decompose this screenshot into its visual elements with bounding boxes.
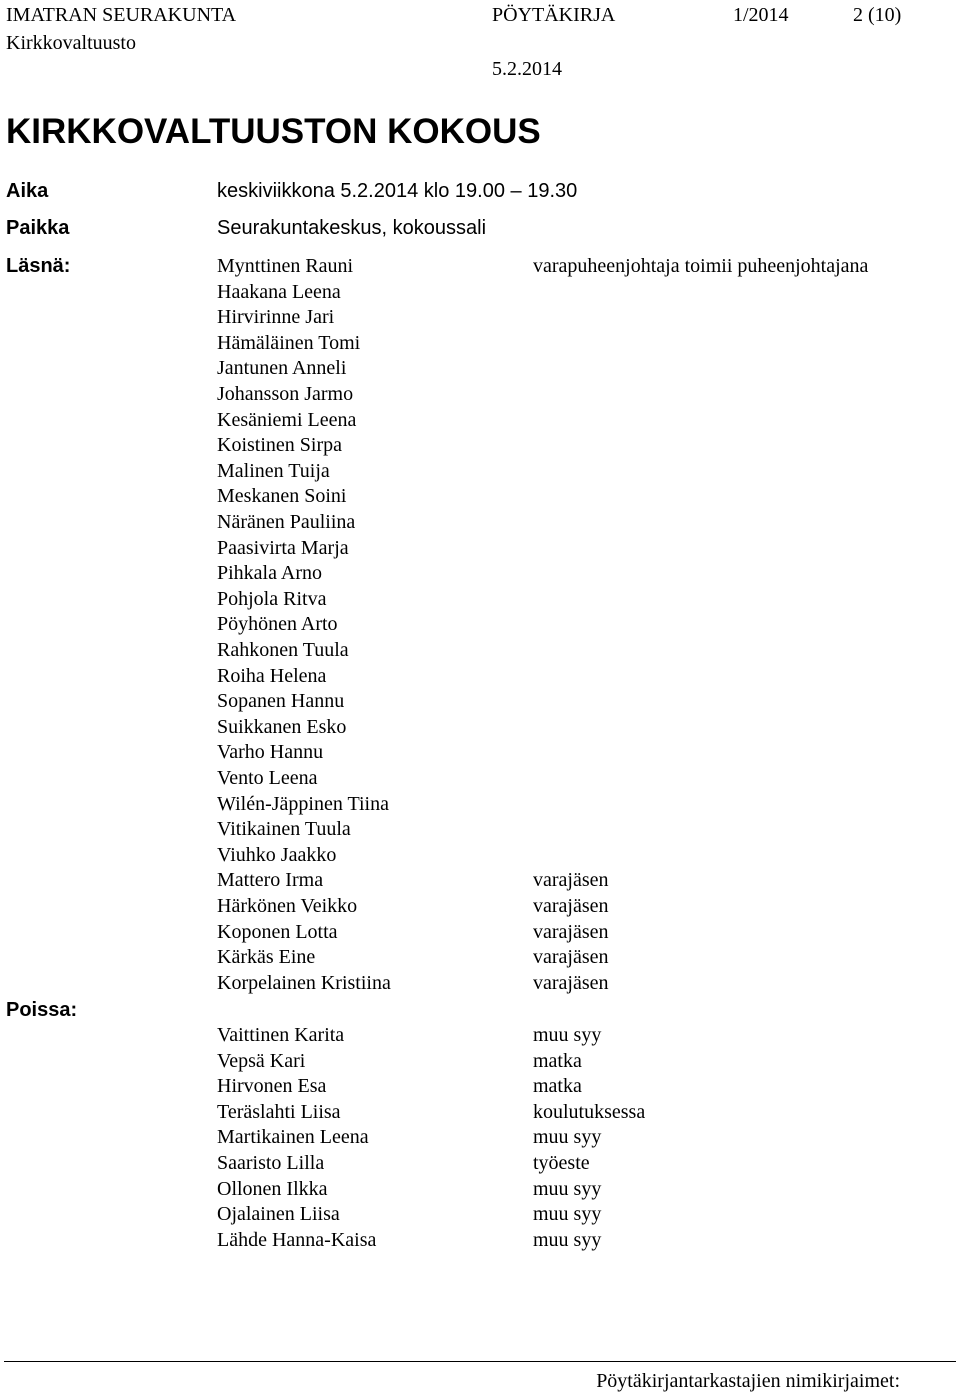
member-name: Haakana Leena xyxy=(217,280,341,303)
member-name: Rahkonen Tuula xyxy=(217,639,349,661)
member-name: Mynttinen Rauni xyxy=(217,255,354,277)
member-name: Teräslahti Liisa xyxy=(217,1100,341,1123)
member-name: Korpelainen Kristiina xyxy=(217,971,391,994)
member-name: Saaristo Lilla xyxy=(217,1152,325,1174)
member-name: Vitikainen Tuula xyxy=(217,818,351,841)
member-name: Pöyhönen Arto xyxy=(217,613,338,636)
member-name: Vento Leena xyxy=(217,767,318,789)
present-label: Läsnä: xyxy=(6,255,71,277)
member-name: Vaittinen Karita xyxy=(217,1024,345,1046)
member-name: Hämäläinen Tomi xyxy=(217,331,361,354)
member-note: muu syy xyxy=(533,1228,602,1251)
member-name: Näränen Pauliina xyxy=(217,511,356,533)
member-name: Sopanen Hannu xyxy=(217,690,345,713)
member-name: Härkönen Veikko xyxy=(217,895,358,917)
member-name: Meskanen Soini xyxy=(217,485,347,508)
signature-label: Pöytäkirjantarkastajien nimikirjaimet: xyxy=(596,1370,900,1392)
member-name: Viuhko Jaakko xyxy=(217,843,337,866)
footer-divider xyxy=(4,1361,956,1362)
member-name: Paasivirta Marja xyxy=(217,536,349,559)
member-name: Koistinen Sirpa xyxy=(217,434,342,457)
member-name: Johansson Jarmo xyxy=(217,383,354,405)
member-name: Roiha Helena xyxy=(217,664,327,687)
aika-value: keskiviikkona 5.2.2014 klo 19.00 – 19.30 xyxy=(217,180,578,202)
member-name: Malinen Tuija xyxy=(217,459,330,482)
header-org: IMATRAN SEURAKUNTA xyxy=(6,4,237,26)
member-name: Hirvirinne Jari xyxy=(217,306,335,329)
member-name: Varho Hannu xyxy=(217,741,324,764)
member-name: Wilén-Jäppinen Tiina xyxy=(217,792,389,815)
header-page-number: 2 (10) xyxy=(853,4,902,26)
member-name: Suikkanen Esko xyxy=(217,715,347,738)
member-note: varapuheenjohtaja toimii puheenjohtajana xyxy=(533,255,869,277)
member-name: Mattero Irma xyxy=(217,869,324,892)
member-note: muu syy xyxy=(533,1177,602,1200)
absent-label: Poissa: xyxy=(6,999,78,1021)
aika-label: Aika xyxy=(6,180,49,202)
member-note: varajäsen xyxy=(533,895,609,917)
member-note: koulutuksessa xyxy=(533,1100,646,1123)
header-date: 5.2.2014 xyxy=(492,58,562,80)
member-name: Vepsä Kari xyxy=(217,1049,306,1072)
member-name: Kesäniemi Leena xyxy=(217,408,357,431)
header-body: Kirkkovaltuusto xyxy=(6,32,136,54)
member-note: varajäsen xyxy=(533,971,609,994)
member-note: matka xyxy=(533,1049,582,1072)
header-doc-number: 1/2014 xyxy=(733,4,789,26)
member-name: Ojalainen Liisa xyxy=(217,1203,340,1226)
member-note: varajäsen xyxy=(533,920,609,943)
member-note: varajäsen xyxy=(533,869,609,892)
member-name: Hirvonen Esa xyxy=(217,1075,327,1098)
member-name: Pihkala Arno xyxy=(217,562,322,585)
member-name: Koponen Lotta xyxy=(217,920,338,943)
header-doc-type: PÖYTÄKIRJA xyxy=(492,4,616,26)
paikka-value: Seurakuntakeskus, kokoussali xyxy=(217,217,487,239)
paikka-label: Paikka xyxy=(6,217,70,239)
member-note: matka xyxy=(533,1075,582,1098)
member-name: Pohjola Ritva xyxy=(217,587,327,610)
member-note: muu syy xyxy=(533,1024,602,1046)
member-note: varajäsen xyxy=(533,946,609,969)
member-note: työeste xyxy=(533,1152,590,1174)
member-note: muu syy xyxy=(533,1126,602,1149)
page-title: KIRKKOVALTUUSTON KOKOUS xyxy=(6,112,541,151)
member-name: Jantunen Anneli xyxy=(217,357,347,380)
member-name: Lähde Hanna-Kaisa xyxy=(217,1228,377,1251)
member-name: Kärkäs Eine xyxy=(217,946,316,969)
member-name: Ollonen Ilkka xyxy=(217,1177,328,1200)
member-name: Martikainen Leena xyxy=(217,1126,369,1149)
member-note: muu syy xyxy=(533,1203,602,1226)
